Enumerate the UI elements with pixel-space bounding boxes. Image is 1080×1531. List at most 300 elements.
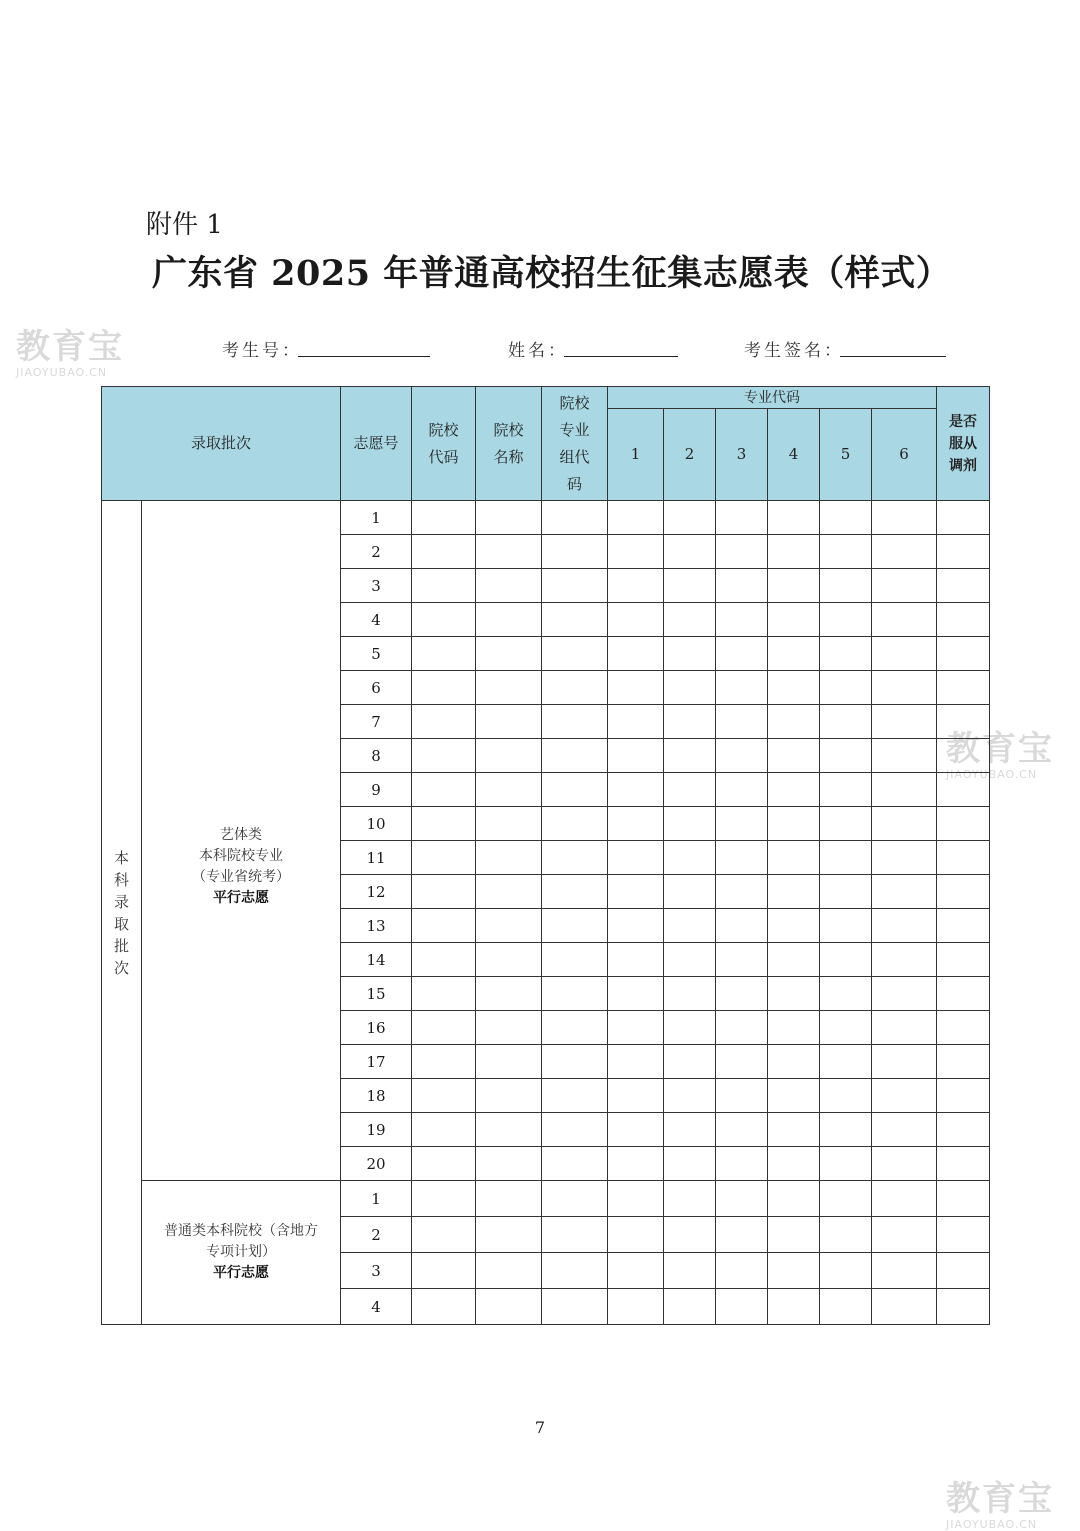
input-cell[interactable] <box>872 671 937 705</box>
input-cell[interactable] <box>664 841 716 875</box>
input-cell[interactable] <box>664 569 716 603</box>
input-cell[interactable] <box>608 875 664 909</box>
input-cell[interactable] <box>937 1113 990 1147</box>
input-cell[interactable] <box>608 535 664 569</box>
input-cell[interactable] <box>872 501 937 535</box>
input-cell[interactable] <box>820 535 872 569</box>
input-cell[interactable] <box>412 807 476 841</box>
input-cell[interactable] <box>608 501 664 535</box>
input-cell[interactable] <box>768 1253 820 1289</box>
input-cell[interactable] <box>412 1147 476 1181</box>
input-cell[interactable] <box>476 1253 542 1289</box>
input-cell[interactable] <box>412 875 476 909</box>
input-cell[interactable] <box>937 501 990 535</box>
input-cell[interactable] <box>716 569 768 603</box>
input-cell[interactable] <box>608 1217 664 1253</box>
input-cell[interactable] <box>768 1181 820 1217</box>
input-cell[interactable] <box>412 535 476 569</box>
watermark-url: JIAOYUBAO.CN <box>16 366 108 379</box>
input-cell[interactable] <box>608 1011 664 1045</box>
input-cell[interactable] <box>412 705 476 739</box>
signature-label: 考生签名： <box>744 341 844 361</box>
input-cell[interactable] <box>937 841 990 875</box>
input-cell[interactable] <box>412 569 476 603</box>
group-art-line2: 本科院校专业 <box>199 847 283 864</box>
input-cell[interactable] <box>476 501 542 535</box>
input-cell[interactable] <box>820 1217 872 1253</box>
input-cell[interactable] <box>872 807 937 841</box>
input-cell[interactable] <box>608 569 664 603</box>
input-cell[interactable] <box>872 875 937 909</box>
input-cell[interactable] <box>768 535 820 569</box>
name-field[interactable] <box>508 336 568 361</box>
input-cell[interactable] <box>542 807 608 841</box>
choice-number: 14 <box>341 943 412 977</box>
input-cell[interactable] <box>820 705 872 739</box>
input-cell[interactable] <box>476 943 542 977</box>
page-number: 7 <box>534 1418 546 1437</box>
input-cell[interactable] <box>664 1079 716 1113</box>
input-cell[interactable] <box>412 977 476 1011</box>
input-cell[interactable] <box>716 739 768 773</box>
header-major-col: 2 <box>664 409 716 501</box>
input-cell[interactable] <box>768 1079 820 1113</box>
choice-number: 11 <box>341 841 412 875</box>
input-cell[interactable] <box>664 977 716 1011</box>
input-cell[interactable] <box>412 739 476 773</box>
input-cell[interactable] <box>768 943 820 977</box>
input-cell[interactable] <box>820 1289 872 1325</box>
input-cell[interactable] <box>716 773 768 807</box>
input-cell[interactable] <box>937 1045 990 1079</box>
input-cell[interactable] <box>768 1147 820 1181</box>
input-cell[interactable] <box>768 977 820 1011</box>
input-cell[interactable] <box>820 909 872 943</box>
input-cell[interactable] <box>872 943 937 977</box>
input-cell[interactable] <box>608 1289 664 1325</box>
choice-number: 4 <box>341 1289 412 1325</box>
header-group-code: 院校专业组代码 <box>542 387 608 501</box>
input-cell[interactable] <box>872 909 937 943</box>
batch-char: 本 <box>113 848 129 867</box>
input-cell[interactable] <box>872 977 937 1011</box>
input-cell[interactable] <box>608 1253 664 1289</box>
input-cell[interactable] <box>476 603 542 637</box>
group-general-cell <box>142 1181 341 1325</box>
input-cell[interactable] <box>768 671 820 705</box>
watermark-logo <box>16 327 124 379</box>
input-cell[interactable] <box>542 1045 608 1079</box>
header-major-col: 1 <box>608 409 664 501</box>
input-cell[interactable] <box>872 535 937 569</box>
input-cell[interactable] <box>716 637 768 671</box>
input-cell[interactable] <box>542 1147 608 1181</box>
input-cell[interactable] <box>542 1217 608 1253</box>
input-cell[interactable] <box>608 1113 664 1147</box>
input-cell[interactable] <box>412 1217 476 1253</box>
input-cell[interactable] <box>768 1217 820 1253</box>
input-cell[interactable] <box>542 739 608 773</box>
watermark-text: 教育宝 <box>946 1479 1054 1519</box>
input-cell[interactable] <box>937 1181 990 1217</box>
input-cell[interactable] <box>608 603 664 637</box>
input-cell[interactable] <box>937 603 990 637</box>
input-cell[interactable] <box>872 1217 937 1253</box>
signature-field[interactable] <box>744 336 844 361</box>
input-cell[interactable] <box>872 603 937 637</box>
input-cell[interactable] <box>664 637 716 671</box>
signature-line[interactable] <box>840 356 946 357</box>
watermark-logo <box>946 1479 1054 1531</box>
input-cell[interactable] <box>768 1011 820 1045</box>
input-cell[interactable] <box>716 875 768 909</box>
input-cell[interactable] <box>716 1253 768 1289</box>
input-cell[interactable] <box>476 535 542 569</box>
input-cell[interactable] <box>872 1113 937 1147</box>
input-cell[interactable] <box>542 671 608 705</box>
header-adjust: 是否服从调剂 <box>937 387 990 501</box>
input-cell[interactable] <box>608 841 664 875</box>
input-cell[interactable] <box>664 535 716 569</box>
input-cell[interactable] <box>476 1181 542 1217</box>
input-cell[interactable] <box>412 773 476 807</box>
input-cell[interactable] <box>937 535 990 569</box>
input-cell[interactable] <box>542 875 608 909</box>
choice-number: 2 <box>341 535 412 569</box>
input-cell[interactable] <box>768 501 820 535</box>
input-cell[interactable] <box>664 1253 716 1289</box>
input-cell[interactable] <box>820 1045 872 1079</box>
choice-number: 2 <box>341 1217 412 1253</box>
input-cell[interactable] <box>872 1289 937 1325</box>
choice-number: 10 <box>341 807 412 841</box>
input-cell[interactable] <box>872 841 937 875</box>
input-cell[interactable] <box>608 705 664 739</box>
input-cell[interactable] <box>716 841 768 875</box>
input-cell[interactable] <box>476 1113 542 1147</box>
name-line[interactable] <box>564 356 678 357</box>
input-cell[interactable] <box>820 739 872 773</box>
input-cell[interactable] <box>664 807 716 841</box>
watermark-url: JIAOYUBAO.CN <box>946 1518 1038 1531</box>
input-cell[interactable] <box>768 1045 820 1079</box>
group-art-line1: 艺体类 <box>220 826 262 843</box>
input-cell[interactable] <box>476 841 542 875</box>
input-cell[interactable] <box>820 943 872 977</box>
input-cell[interactable] <box>716 1045 768 1079</box>
input-cell[interactable] <box>820 501 872 535</box>
header-choice-no: 志愿号 <box>341 387 412 501</box>
choice-number: 15 <box>341 977 412 1011</box>
choice-number: 7 <box>341 705 412 739</box>
input-cell[interactable] <box>412 1079 476 1113</box>
input-cell[interactable] <box>872 1181 937 1217</box>
input-cell[interactable] <box>412 841 476 875</box>
input-cell[interactable] <box>412 501 476 535</box>
input-cell[interactable] <box>937 1079 990 1113</box>
batch-char: 批 <box>113 936 129 955</box>
input-cell[interactable] <box>872 569 937 603</box>
input-cell[interactable] <box>872 1253 937 1289</box>
input-cell[interactable] <box>412 637 476 671</box>
input-cell[interactable] <box>820 841 872 875</box>
input-cell[interactable] <box>937 705 990 739</box>
input-cell[interactable] <box>820 1147 872 1181</box>
input-cell[interactable] <box>476 1147 542 1181</box>
choice-number: 3 <box>341 1253 412 1289</box>
input-cell[interactable] <box>820 875 872 909</box>
input-cell[interactable] <box>412 1289 476 1325</box>
group-general-line2: 专项计划） <box>206 1244 276 1260</box>
input-cell[interactable] <box>820 773 872 807</box>
input-cell[interactable] <box>542 1113 608 1147</box>
input-cell[interactable] <box>716 977 768 1011</box>
input-cell[interactable] <box>608 909 664 943</box>
input-cell[interactable] <box>937 773 990 807</box>
input-cell[interactable] <box>542 705 608 739</box>
header-school-code: 院校代码 <box>412 387 476 501</box>
choice-number: 9 <box>341 773 412 807</box>
input-cell[interactable] <box>608 1045 664 1079</box>
input-cell[interactable] <box>716 1181 768 1217</box>
input-cell[interactable] <box>716 705 768 739</box>
input-cell[interactable] <box>542 1079 608 1113</box>
exam-no-field[interactable] <box>222 336 302 361</box>
input-cell[interactable] <box>476 1045 542 1079</box>
input-cell[interactable] <box>937 1289 990 1325</box>
input-cell[interactable] <box>937 739 990 773</box>
input-cell[interactable] <box>412 943 476 977</box>
input-cell[interactable] <box>664 1045 716 1079</box>
input-cell[interactable] <box>768 1289 820 1325</box>
input-cell[interactable] <box>664 1147 716 1181</box>
input-cell[interactable] <box>716 535 768 569</box>
input-cell[interactable] <box>716 1113 768 1147</box>
input-cell[interactable] <box>664 773 716 807</box>
input-cell[interactable] <box>412 1113 476 1147</box>
group-art-cell <box>142 501 341 1181</box>
input-cell[interactable] <box>476 637 542 671</box>
input-cell[interactable] <box>664 909 716 943</box>
input-cell[interactable] <box>872 1079 937 1113</box>
choice-number: 20 <box>341 1147 412 1181</box>
input-cell[interactable] <box>542 909 608 943</box>
input-cell[interactable] <box>768 739 820 773</box>
input-cell[interactable] <box>716 603 768 637</box>
input-cell[interactable] <box>937 875 990 909</box>
input-cell[interactable] <box>412 1045 476 1079</box>
input-cell[interactable] <box>820 1253 872 1289</box>
input-cell[interactable] <box>608 739 664 773</box>
watermark-text: 教育宝 <box>946 729 1054 769</box>
input-cell[interactable] <box>476 569 542 603</box>
input-cell[interactable] <box>542 1289 608 1325</box>
input-cell[interactable] <box>664 705 716 739</box>
input-cell[interactable] <box>937 807 990 841</box>
input-cell[interactable] <box>664 943 716 977</box>
input-cell[interactable] <box>476 1079 542 1113</box>
group-art-line4: 平行志愿 <box>213 889 269 906</box>
input-cell[interactable] <box>608 773 664 807</box>
input-cell[interactable] <box>716 807 768 841</box>
input-cell[interactable] <box>768 637 820 671</box>
batch-char: 录 <box>113 892 129 911</box>
input-cell[interactable] <box>608 1079 664 1113</box>
input-cell[interactable] <box>768 705 820 739</box>
input-cell[interactable] <box>872 1045 937 1079</box>
input-cell[interactable] <box>542 637 608 671</box>
input-cell[interactable] <box>476 875 542 909</box>
input-cell[interactable] <box>937 943 990 977</box>
input-cell[interactable] <box>542 1181 608 1217</box>
input-cell[interactable] <box>476 1217 542 1253</box>
input-cell[interactable] <box>768 875 820 909</box>
input-cell[interactable] <box>608 671 664 705</box>
input-cell[interactable] <box>476 807 542 841</box>
choice-number: 3 <box>341 569 412 603</box>
input-cell[interactable] <box>608 1181 664 1217</box>
input-cell[interactable] <box>820 569 872 603</box>
input-cell[interactable] <box>768 807 820 841</box>
input-cell[interactable] <box>820 1079 872 1113</box>
input-cell[interactable] <box>412 1011 476 1045</box>
input-cell[interactable] <box>820 637 872 671</box>
input-cell[interactable] <box>542 603 608 637</box>
input-cell[interactable] <box>664 1217 716 1253</box>
input-cell[interactable] <box>872 705 937 739</box>
input-cell[interactable] <box>872 1011 937 1045</box>
choice-number: 4 <box>341 603 412 637</box>
input-cell[interactable] <box>937 909 990 943</box>
input-cell[interactable] <box>412 603 476 637</box>
input-cell[interactable] <box>937 1147 990 1181</box>
header-major-col: 6 <box>872 409 937 501</box>
choice-number: 8 <box>341 739 412 773</box>
input-cell[interactable] <box>716 1011 768 1045</box>
input-cell[interactable] <box>476 977 542 1011</box>
input-cell[interactable] <box>608 637 664 671</box>
input-cell[interactable] <box>820 1011 872 1045</box>
input-cell[interactable] <box>768 773 820 807</box>
input-cell[interactable] <box>542 943 608 977</box>
input-cell[interactable] <box>820 977 872 1011</box>
input-cell[interactable] <box>412 671 476 705</box>
input-cell[interactable] <box>664 603 716 637</box>
input-cell[interactable] <box>937 1011 990 1045</box>
input-cell[interactable] <box>608 943 664 977</box>
input-cell[interactable] <box>664 1113 716 1147</box>
input-cell[interactable] <box>542 1011 608 1045</box>
input-cell[interactable] <box>542 569 608 603</box>
input-cell[interactable] <box>820 1181 872 1217</box>
input-cell[interactable] <box>716 1289 768 1325</box>
input-cell[interactable] <box>664 671 716 705</box>
input-cell[interactable] <box>412 1181 476 1217</box>
input-cell[interactable] <box>820 671 872 705</box>
input-cell[interactable] <box>476 1289 542 1325</box>
input-cell[interactable] <box>608 807 664 841</box>
choice-number: 16 <box>341 1011 412 1045</box>
input-cell[interactable] <box>664 1011 716 1045</box>
input-cell[interactable] <box>820 1113 872 1147</box>
choice-number: 5 <box>341 637 412 671</box>
input-cell[interactable] <box>937 637 990 671</box>
header-batch: 录取批次 <box>102 387 341 501</box>
input-cell[interactable] <box>716 1079 768 1113</box>
input-cell[interactable] <box>542 773 608 807</box>
group-general-line1: 普通类本科院校（含地方 <box>164 1223 318 1239</box>
input-cell[interactable] <box>768 603 820 637</box>
header-school-name: 院校名称 <box>476 387 542 501</box>
input-cell[interactable] <box>872 637 937 671</box>
input-cell[interactable] <box>542 535 608 569</box>
input-cell[interactable] <box>768 569 820 603</box>
input-cell[interactable] <box>716 671 768 705</box>
input-cell[interactable] <box>937 1217 990 1253</box>
input-cell[interactable] <box>664 1289 716 1325</box>
input-cell[interactable] <box>937 977 990 1011</box>
input-cell[interactable] <box>716 1217 768 1253</box>
input-cell[interactable] <box>664 501 716 535</box>
input-cell[interactable] <box>768 909 820 943</box>
input-cell[interactable] <box>412 909 476 943</box>
input-cell[interactable] <box>542 501 608 535</box>
input-cell[interactable] <box>937 671 990 705</box>
batch-char: 次 <box>113 958 129 977</box>
input-cell[interactable] <box>476 773 542 807</box>
input-cell[interactable] <box>872 773 937 807</box>
input-cell[interactable] <box>608 977 664 1011</box>
input-cell[interactable] <box>768 1113 820 1147</box>
input-cell[interactable] <box>542 1253 608 1289</box>
input-cell[interactable] <box>937 1253 990 1289</box>
input-cell[interactable] <box>664 875 716 909</box>
table-row <box>102 1181 990 1217</box>
watermark-text: 教育宝 <box>16 327 124 367</box>
input-cell[interactable] <box>872 739 937 773</box>
input-cell[interactable] <box>476 1011 542 1045</box>
input-cell[interactable] <box>872 1147 937 1181</box>
input-cell[interactable] <box>820 603 872 637</box>
input-cell[interactable] <box>664 1181 716 1217</box>
input-cell[interactable] <box>716 501 768 535</box>
input-cell[interactable] <box>716 909 768 943</box>
input-cell[interactable] <box>476 671 542 705</box>
choice-number: 13 <box>341 909 412 943</box>
name-label: 姓名： <box>508 341 568 361</box>
input-cell[interactable] <box>412 1253 476 1289</box>
input-cell[interactable] <box>608 1147 664 1181</box>
input-cell[interactable] <box>716 1147 768 1181</box>
attachment-label: 附件 1 <box>146 210 223 240</box>
input-cell[interactable] <box>542 977 608 1011</box>
input-cell[interactable] <box>664 739 716 773</box>
input-cell[interactable] <box>768 841 820 875</box>
batch-char: 取 <box>113 914 129 933</box>
input-cell[interactable] <box>716 943 768 977</box>
input-cell[interactable] <box>542 841 608 875</box>
input-cell[interactable] <box>476 909 542 943</box>
table-row <box>102 501 990 535</box>
exam-no-line[interactable] <box>298 356 430 357</box>
input-cell[interactable] <box>820 807 872 841</box>
choice-number: 19 <box>341 1113 412 1147</box>
batch-cell <box>102 501 142 1325</box>
input-cell[interactable] <box>476 705 542 739</box>
application-form-table <box>101 386 990 1325</box>
input-cell[interactable] <box>476 739 542 773</box>
input-cell[interactable] <box>937 569 990 603</box>
